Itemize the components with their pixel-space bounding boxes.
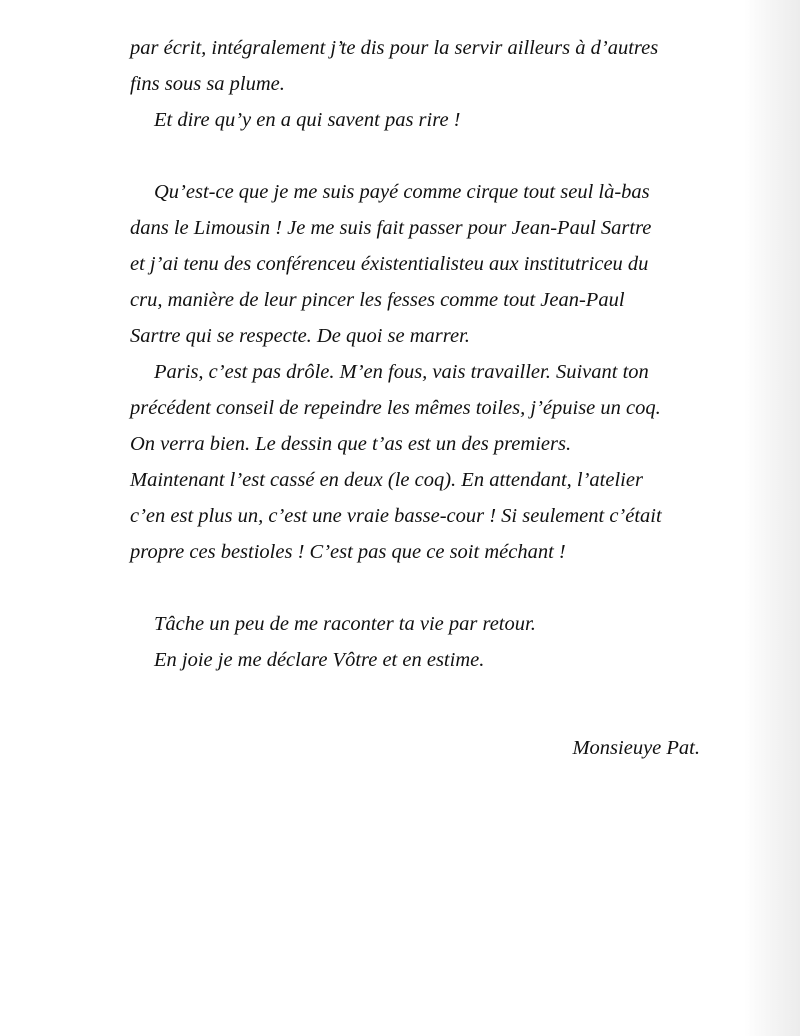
text-line: par écrit, intégralement j’te dis pour la servir ailleurs à d’autres (130, 37, 659, 59)
text-line: Et dire qu’y en a qui savent pas rire ! (154, 109, 461, 131)
text-line: On verra bien. Le dessin que t’as est un des premiers. (130, 433, 572, 455)
text-line: fins sous sa plume. (130, 73, 285, 95)
text-line: Tâche un peu de me raconter ta vie par retour. (154, 613, 536, 635)
signature: Monsieuye Pat. (572, 737, 700, 759)
text-line: Sartre qui se respecte. De quoi se marrer. (130, 325, 470, 347)
text-line: Qu’est-ce que je me suis payé comme cirque tout seul là-bas (154, 181, 650, 203)
text-line: précédent conseil de repeindre les mêmes toiles, j’épuise un coq. (130, 397, 661, 419)
text-line: Paris, c’est pas drôle. M’en fous, vais travailler. Suivant ton (154, 361, 649, 383)
letter-body (130, 30, 710, 678)
text-line: cru, manière de leur pincer les fesses comme tout Jean-Paul (130, 289, 625, 311)
paragraph-gap (130, 138, 710, 174)
text-line: c’en est plus un, c’est une vraie basse-cour ! Si seulement c’était (130, 505, 662, 527)
text-line: propre ces bestioles ! C’est pas que ce soit méchant ! (130, 541, 566, 563)
text-line: En joie je me déclare Vôtre et en estime. (154, 649, 485, 671)
text-line: Maintenant l’est cassé en deux (le coq). En attendant, l’atelier (130, 469, 643, 491)
text-line: dans le Limousin ! Je me suis fait passer pour Jean-Paul Sartre (130, 217, 652, 239)
paragraph-gap (130, 570, 710, 606)
text-line: et j’ai tenu des conférenceu éxistentialisteu aux institutriceu du (130, 253, 649, 275)
